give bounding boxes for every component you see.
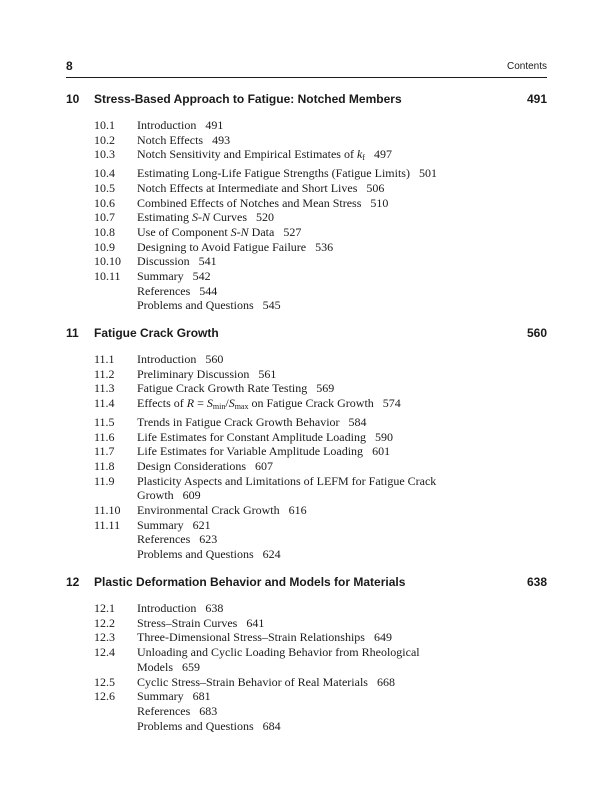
toc-entry[interactable]	[66, 225, 547, 240]
toc-entry[interactable]	[66, 616, 547, 631]
section-number: 10.10	[94, 254, 121, 269]
formula	[187, 396, 249, 410]
toc-entry[interactable]	[66, 298, 547, 313]
section-title: Discussion	[137, 254, 190, 269]
section-number: 11.4	[94, 396, 115, 411]
section-title: Design Considerations	[137, 458, 246, 473]
section-page: 536	[315, 239, 334, 254]
section-title: Unloading and Cyclic Loading Behavior from Rheological	[137, 645, 420, 660]
section-page: 601	[372, 444, 391, 459]
section-page: 584	[348, 414, 367, 429]
section-title: Introduction	[137, 601, 197, 615]
section-title: Estimating	[137, 210, 189, 225]
toc-entry[interactable]	[66, 147, 547, 166]
chapter-number: 12	[66, 575, 80, 589]
section-title: Plasticity Aspects and Limitations of LEFM for Fatigue Crack	[137, 473, 437, 488]
section-number: 11.6	[94, 429, 115, 444]
chapter-title: Stress-Based Approach to Fatigue: Notched Members	[94, 92, 402, 106]
section-page: 560	[205, 352, 224, 366]
section-title-end: Curves	[213, 210, 247, 225]
formula-equals: =	[194, 396, 207, 411]
toc-entry[interactable]	[66, 254, 547, 269]
toc-entry[interactable]	[66, 704, 547, 719]
section-title: Summary	[137, 689, 184, 704]
section-page: 569	[316, 381, 335, 396]
section-title: Problems and Questions	[137, 718, 254, 733]
formula-smin-sub: min	[212, 402, 226, 412]
section-title: Life Estimates for Variable Amplitude Loading	[137, 444, 364, 459]
toc-entry[interactable]	[66, 503, 547, 518]
section-title: Summary	[137, 517, 184, 532]
section-title: Life Estimates for Constant Amplitude Loading	[137, 429, 366, 444]
section-title: Estimating Long-Life Fatigue Strengths (Fatigue Limits)	[137, 166, 410, 181]
section-page: 541	[198, 254, 217, 269]
section-page: 684	[262, 718, 281, 733]
section-title: Effects of	[137, 396, 184, 411]
section-title-end: on Fatigue Crack Growth	[251, 396, 374, 411]
toc-entry[interactable]	[66, 719, 547, 734]
section-page: 561	[258, 366, 277, 381]
toc-entry[interactable]	[66, 118, 547, 133]
section-page: 616	[288, 503, 307, 518]
toc-entry[interactable]	[66, 630, 547, 645]
section-number: 11.8	[94, 458, 115, 473]
formula-smin: S	[206, 396, 213, 411]
section-title: Problems and Questions	[137, 298, 254, 313]
chapter-heading[interactable]	[66, 575, 547, 593]
chapter-number: 10	[66, 92, 80, 106]
section-number: 10.1	[94, 118, 115, 132]
section-page: 590	[374, 429, 393, 444]
section-title: Fatigue Crack Growth Rate Testing	[137, 381, 308, 396]
toc-entry[interactable]	[66, 240, 547, 255]
section-page: 624	[262, 547, 281, 562]
toc-entry[interactable]	[66, 210, 547, 225]
running-head	[66, 59, 547, 77]
section-page: 641	[246, 615, 265, 630]
section-title: Combined Effects of Notches and Mean Stress	[137, 195, 362, 210]
section-number: 10.9	[94, 239, 115, 254]
chapter-page: 491	[526, 92, 547, 106]
toc-entry[interactable]	[66, 444, 547, 459]
toc-entry[interactable]	[66, 367, 547, 382]
section-page: 493	[212, 132, 231, 147]
section-number: 12.1	[94, 601, 115, 615]
toc-entry[interactable]	[66, 459, 547, 474]
section-list	[66, 118, 547, 313]
section-page: 574	[382, 396, 401, 411]
section-title: Introduction	[137, 352, 197, 366]
section-number: 11.7	[94, 444, 115, 459]
toc-entry[interactable]	[66, 430, 547, 445]
section-number: 11.9	[94, 473, 115, 488]
toc-entry[interactable]	[66, 284, 547, 299]
section-title: Stress–Strain Curves	[137, 615, 238, 630]
section-page: 527	[283, 224, 302, 239]
section-title-end: Data	[251, 224, 275, 239]
chapter-page: 560	[526, 326, 547, 340]
section-title: Designing to Avoid Fatigue Failure	[137, 239, 307, 254]
toc-entry[interactable]	[66, 269, 547, 284]
header-rule	[66, 77, 547, 78]
formula-r: R	[186, 396, 195, 411]
section-number: 10.5	[94, 180, 115, 195]
section-title: Three-Dimensional Stress–Strain Relationships	[137, 630, 365, 645]
section-page: 621	[192, 517, 211, 532]
section-number: 10.2	[94, 132, 115, 147]
section-title: References	[137, 703, 191, 718]
toc-entry[interactable]	[66, 645, 547, 674]
section-title: Summary	[137, 269, 184, 284]
section-title: Trends in Fatigue Crack Growth Behavior	[137, 414, 340, 429]
section-page: 545	[262, 298, 281, 313]
section-number: 11.3	[94, 381, 115, 396]
section-number: 12.4	[94, 645, 115, 660]
section-list	[66, 601, 547, 733]
toc-entry[interactable]	[66, 689, 547, 704]
section-title-cont-text: Growth	[137, 488, 174, 503]
section-number: 11.2	[94, 366, 115, 381]
section-number: 10.11	[94, 269, 121, 284]
chapter-10	[66, 92, 547, 313]
section-title: Environmental Crack Growth	[137, 503, 280, 518]
section-title: Preliminary Discussion	[137, 366, 250, 381]
chapter-12	[66, 575, 547, 733]
section-title-em: S-N	[230, 224, 249, 239]
toc-entry[interactable]	[66, 532, 547, 547]
section-number: 12.3	[94, 630, 115, 645]
section-page: 501	[418, 166, 437, 181]
math-subscript: f	[362, 153, 365, 163]
section-page: 659	[182, 659, 200, 674]
formula-slash: /	[225, 396, 229, 411]
toc-entry[interactable]	[66, 675, 547, 690]
chapter-title: Fatigue Crack Growth	[94, 326, 219, 340]
toc-entry[interactable]	[66, 166, 547, 181]
chapter-title: Plastic Deformation Behavior and Models for Materials	[94, 575, 406, 589]
section-page: 607	[255, 458, 273, 473]
page-number: 8	[66, 59, 73, 73]
toc-entry[interactable]	[66, 415, 547, 430]
toc-entry[interactable]	[66, 518, 547, 533]
chapter-page: 638	[526, 575, 547, 589]
section-page: 542	[192, 269, 211, 284]
section-page: 544	[199, 283, 218, 298]
chapter-11	[66, 326, 547, 562]
section-page: 491	[205, 118, 224, 132]
toc-entry[interactable]	[66, 381, 547, 396]
section-number: 12.5	[94, 674, 115, 689]
toc-entry[interactable]	[66, 196, 547, 211]
section-page: 649	[373, 630, 392, 645]
section-number: 11.10	[94, 503, 121, 518]
section-page: 638	[205, 601, 224, 615]
section-title: Notch Effects	[137, 132, 204, 147]
section-number: 10.8	[94, 224, 115, 239]
section-page: 683	[199, 703, 218, 718]
section-page: 510	[370, 195, 389, 210]
running-head-title: Contents	[506, 61, 547, 72]
section-number: 11.11	[94, 517, 121, 532]
section-number: 10.4	[94, 166, 115, 181]
section-page: 668	[376, 674, 395, 689]
section-number: 11.5	[94, 414, 115, 429]
section-number: 12.2	[94, 615, 115, 630]
section-page: 497	[373, 147, 392, 162]
chapter-number: 11	[66, 326, 79, 340]
chapter-heading[interactable]	[66, 92, 547, 110]
toc-entry[interactable]	[66, 181, 547, 196]
section-title-continued	[137, 660, 547, 675]
toc-entry[interactable]	[66, 352, 547, 367]
section-number: 10.6	[94, 195, 115, 210]
section-title-cont-text: Models	[137, 659, 173, 674]
toc-entry[interactable]	[66, 547, 547, 562]
section-title: Notch Effects at Intermediate and Short Lives	[137, 180, 358, 195]
section-page: 609	[182, 488, 201, 503]
toc-entry[interactable]	[66, 133, 547, 148]
toc-entry[interactable]	[66, 601, 547, 616]
section-page: 506	[366, 180, 385, 195]
section-title: Introduction	[137, 118, 197, 132]
section-title: References	[137, 283, 191, 298]
section-title: Use of Component	[137, 224, 228, 239]
section-page: 681	[192, 689, 211, 704]
formula-smax: S	[228, 396, 235, 411]
section-title: Notch Sensitivity and Empirical Estimates of	[137, 147, 354, 162]
section-title: Cyclic Stress–Strain Behavior of Real Materials	[137, 674, 368, 689]
section-title: Problems and Questions	[137, 547, 254, 562]
toc-entry[interactable]	[66, 474, 547, 503]
section-title-em: S-N	[192, 210, 210, 225]
section-page: 520	[256, 210, 274, 225]
section-title-continued	[137, 488, 547, 503]
section-number: 11.1	[94, 352, 115, 366]
section-title: References	[137, 532, 191, 547]
section-page: 623	[199, 532, 218, 547]
toc-entry[interactable]	[66, 396, 547, 415]
section-number: 12.6	[94, 689, 115, 704]
chapter-heading[interactable]	[66, 326, 547, 344]
section-number: 10.3	[94, 147, 115, 162]
math-symbol: k	[356, 147, 363, 162]
section-list	[66, 352, 547, 562]
formula-smax-sub: max	[234, 402, 249, 412]
section-number: 10.7	[94, 210, 115, 225]
